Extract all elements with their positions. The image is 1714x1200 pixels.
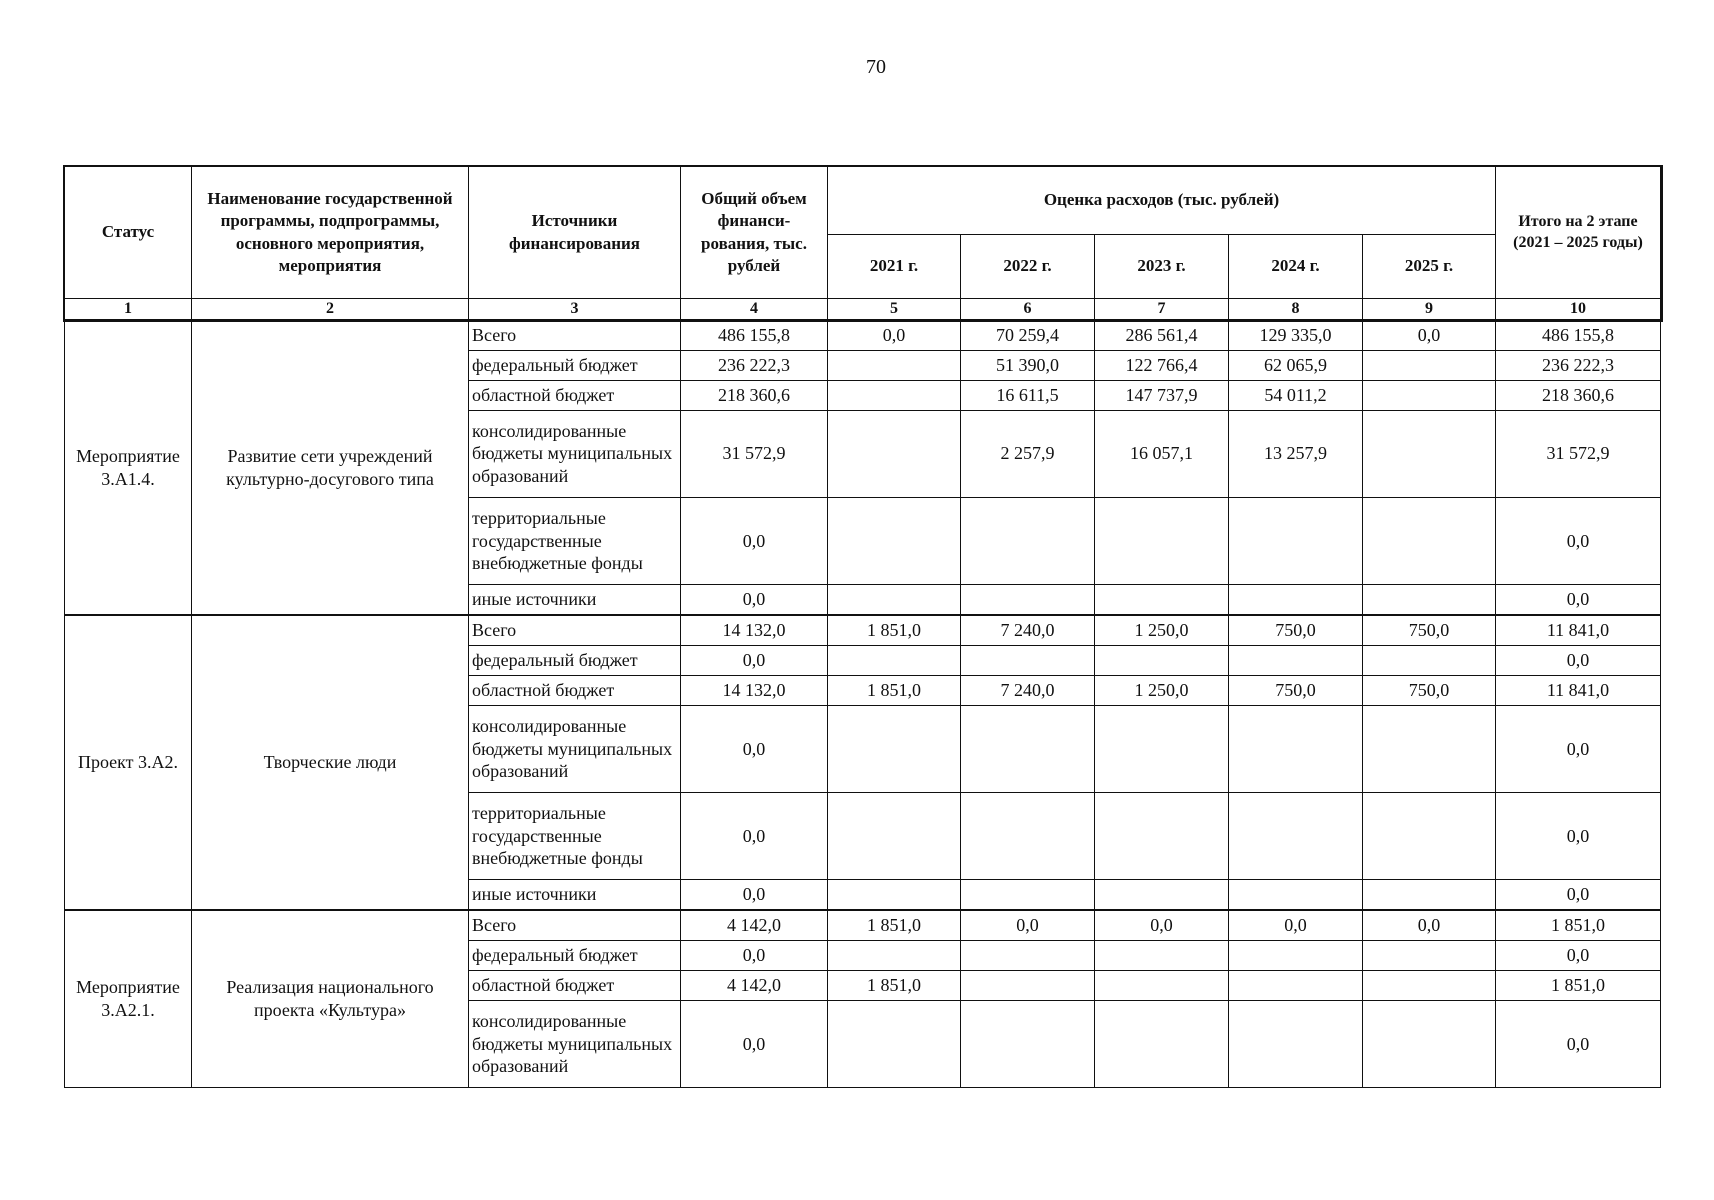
year-2023-cell bbox=[1095, 970, 1229, 1000]
total-cell: 4 142,0 bbox=[681, 910, 828, 941]
total-cell: 0,0 bbox=[681, 584, 828, 615]
source-cell: консолидированные бюджеты муниципальных образований bbox=[469, 410, 681, 497]
stage-total-cell: 0,0 bbox=[1496, 497, 1661, 584]
year-2024-cell bbox=[1229, 1000, 1363, 1087]
column-number: 9 bbox=[1363, 299, 1496, 321]
year-2023-cell: 1 250,0 bbox=[1095, 675, 1229, 705]
total-cell: 0,0 bbox=[681, 880, 828, 911]
year-2021-cell: 1 851,0 bbox=[828, 970, 961, 1000]
year-2025-cell bbox=[1363, 941, 1496, 971]
total-cell: 14 132,0 bbox=[681, 615, 828, 646]
column-number: 8 bbox=[1229, 299, 1363, 321]
year-2022-cell: 7 240,0 bbox=[961, 615, 1095, 646]
table-row bbox=[65, 910, 1661, 941]
status-cell: Мероприятие 3.А2.1. bbox=[65, 910, 192, 1087]
total-cell: 0,0 bbox=[681, 1000, 828, 1087]
year-2024-cell: 129 335,0 bbox=[1229, 320, 1363, 351]
year-2022-cell bbox=[961, 792, 1095, 879]
status-cell: Проект 3.А2. bbox=[65, 615, 192, 910]
group-block bbox=[65, 615, 1661, 910]
year-2021-cell bbox=[828, 880, 961, 911]
year-2023-cell: 147 737,9 bbox=[1095, 380, 1229, 410]
year-2022-cell bbox=[961, 646, 1095, 676]
year-2023-cell bbox=[1095, 1000, 1229, 1087]
table-row bbox=[65, 320, 1661, 351]
source-cell: областной бюджет bbox=[469, 675, 681, 705]
source-cell: Всего bbox=[469, 320, 681, 351]
header-status: Статус bbox=[65, 167, 192, 299]
status-cell: Мероприятие 3.А1.4. bbox=[65, 320, 192, 615]
stage-total-cell: 0,0 bbox=[1496, 646, 1661, 676]
total-cell: 218 360,6 bbox=[681, 380, 828, 410]
year-2022-cell: 16 611,5 bbox=[961, 380, 1095, 410]
year-2024-cell: 54 011,2 bbox=[1229, 380, 1363, 410]
source-cell: Всего bbox=[469, 615, 681, 646]
year-2023-cell: 16 057,1 bbox=[1095, 410, 1229, 497]
source-cell: территориальные государственные внебюджетные фонды bbox=[469, 497, 681, 584]
year-2022-cell: 2 257,9 bbox=[961, 410, 1095, 497]
year-2024-cell bbox=[1229, 497, 1363, 584]
year-2024-cell bbox=[1229, 880, 1363, 911]
year-2021-cell bbox=[828, 646, 961, 676]
year-2021-cell: 1 851,0 bbox=[828, 910, 961, 941]
header-year-2022: 2022 г. bbox=[961, 235, 1095, 299]
year-2025-cell bbox=[1363, 410, 1496, 497]
column-number: 1 bbox=[65, 299, 192, 321]
total-cell: 0,0 bbox=[681, 497, 828, 584]
column-numbers-row bbox=[65, 299, 1661, 321]
year-2025-cell bbox=[1363, 584, 1496, 615]
stage-total-cell: 0,0 bbox=[1496, 941, 1661, 971]
year-2025-cell bbox=[1363, 880, 1496, 911]
stage-total-cell: 236 222,3 bbox=[1496, 351, 1661, 381]
stage-total-cell: 0,0 bbox=[1496, 584, 1661, 615]
year-2022-cell: 51 390,0 bbox=[961, 351, 1095, 381]
year-2023-cell bbox=[1095, 705, 1229, 792]
source-cell: Всего bbox=[469, 910, 681, 941]
year-2023-cell bbox=[1095, 792, 1229, 879]
year-2024-cell bbox=[1229, 705, 1363, 792]
group-block bbox=[65, 320, 1661, 615]
year-2023-cell bbox=[1095, 646, 1229, 676]
source-cell: областной бюджет bbox=[469, 970, 681, 1000]
column-number: 10 bbox=[1496, 299, 1661, 321]
year-2025-cell: 0,0 bbox=[1363, 910, 1496, 941]
header-year-2025: 2025 г. bbox=[1363, 235, 1496, 299]
year-2022-cell bbox=[961, 1000, 1095, 1087]
stage-total-cell: 1 851,0 bbox=[1496, 910, 1661, 941]
year-2022-cell bbox=[961, 880, 1095, 911]
year-2023-cell: 0,0 bbox=[1095, 910, 1229, 941]
year-2021-cell: 1 851,0 bbox=[828, 615, 961, 646]
year-2021-cell bbox=[828, 941, 961, 971]
stage-total-cell: 0,0 bbox=[1496, 792, 1661, 879]
header-year-2021: 2021 г. bbox=[828, 235, 961, 299]
year-2023-cell bbox=[1095, 941, 1229, 971]
header-total-stage: Итого на 2 этапе (2021 – 2025 годы) bbox=[1496, 167, 1661, 299]
stage-total-cell: 1 851,0 bbox=[1496, 970, 1661, 1000]
year-2024-cell: 750,0 bbox=[1229, 615, 1363, 646]
column-number: 3 bbox=[469, 299, 681, 321]
budget-table bbox=[64, 166, 1661, 1088]
year-2022-cell bbox=[961, 497, 1095, 584]
year-2024-cell bbox=[1229, 792, 1363, 879]
header-name: Наименование государственной программы, подпрограммы, основного мероприятия, мероприятия bbox=[192, 167, 469, 299]
year-2021-cell bbox=[828, 705, 961, 792]
column-number: 2 bbox=[192, 299, 469, 321]
name-cell: Творческие люди bbox=[192, 615, 469, 910]
year-2024-cell: 0,0 bbox=[1229, 910, 1363, 941]
header-total-volume: Общий объем финанси-рования, тыс. рублей bbox=[681, 167, 828, 299]
column-number: 4 bbox=[681, 299, 828, 321]
year-2025-cell bbox=[1363, 1000, 1496, 1087]
total-cell: 4 142,0 bbox=[681, 970, 828, 1000]
year-2023-cell: 122 766,4 bbox=[1095, 351, 1229, 381]
header-sources: Источники финансирования bbox=[469, 167, 681, 299]
source-cell: областной бюджет bbox=[469, 380, 681, 410]
year-2025-cell bbox=[1363, 380, 1496, 410]
year-2025-cell: 750,0 bbox=[1363, 615, 1496, 646]
total-cell: 486 155,8 bbox=[681, 320, 828, 351]
stage-total-cell: 0,0 bbox=[1496, 1000, 1661, 1087]
total-cell: 14 132,0 bbox=[681, 675, 828, 705]
year-2021-cell bbox=[828, 792, 961, 879]
year-2023-cell: 286 561,4 bbox=[1095, 320, 1229, 351]
year-2024-cell bbox=[1229, 970, 1363, 1000]
year-2025-cell: 0,0 bbox=[1363, 320, 1496, 351]
year-2024-cell: 62 065,9 bbox=[1229, 351, 1363, 381]
year-2021-cell bbox=[828, 584, 961, 615]
source-cell: федеральный бюджет bbox=[469, 351, 681, 381]
name-cell: Развитие сети учреждений культурно-досугового типа bbox=[192, 320, 469, 615]
year-2024-cell bbox=[1229, 584, 1363, 615]
year-2022-cell bbox=[961, 970, 1095, 1000]
year-2022-cell bbox=[961, 941, 1095, 971]
total-cell: 0,0 bbox=[681, 792, 828, 879]
total-cell: 236 222,3 bbox=[681, 351, 828, 381]
header-estimate: Оценка расходов (тыс. рублей) bbox=[828, 167, 1496, 235]
year-2023-cell bbox=[1095, 880, 1229, 911]
year-2021-cell bbox=[828, 1000, 961, 1087]
year-2022-cell: 70 259,4 bbox=[961, 320, 1095, 351]
stage-total-cell: 11 841,0 bbox=[1496, 615, 1661, 646]
stage-total-cell: 0,0 bbox=[1496, 880, 1661, 911]
year-2025-cell bbox=[1363, 351, 1496, 381]
total-cell: 0,0 bbox=[681, 941, 828, 971]
source-cell: территориальные государственные внебюджетные фонды bbox=[469, 792, 681, 879]
total-cell: 0,0 bbox=[681, 705, 828, 792]
stage-total-cell: 218 360,6 bbox=[1496, 380, 1661, 410]
year-2021-cell bbox=[828, 410, 961, 497]
year-2021-cell bbox=[828, 351, 961, 381]
year-2024-cell: 13 257,9 bbox=[1229, 410, 1363, 497]
stage-total-cell: 11 841,0 bbox=[1496, 675, 1661, 705]
page-number: 70 bbox=[866, 56, 886, 78]
table-row bbox=[65, 615, 1661, 646]
group-block bbox=[65, 910, 1661, 1087]
year-2022-cell bbox=[961, 584, 1095, 615]
total-cell: 0,0 bbox=[681, 646, 828, 676]
year-2025-cell bbox=[1363, 792, 1496, 879]
year-2022-cell: 7 240,0 bbox=[961, 675, 1095, 705]
year-2025-cell bbox=[1363, 970, 1496, 1000]
year-2024-cell bbox=[1229, 646, 1363, 676]
source-cell: иные источники bbox=[469, 880, 681, 911]
year-2025-cell bbox=[1363, 646, 1496, 676]
header-year-2024: 2024 г. bbox=[1229, 235, 1363, 299]
stage-total-cell: 31 572,9 bbox=[1496, 410, 1661, 497]
year-2021-cell: 1 851,0 bbox=[828, 675, 961, 705]
year-2021-cell bbox=[828, 497, 961, 584]
stage-total-cell: 486 155,8 bbox=[1496, 320, 1661, 351]
year-2024-cell: 750,0 bbox=[1229, 675, 1363, 705]
year-2025-cell bbox=[1363, 705, 1496, 792]
column-number: 7 bbox=[1095, 299, 1229, 321]
year-2022-cell bbox=[961, 705, 1095, 792]
stage-total-cell: 0,0 bbox=[1496, 705, 1661, 792]
year-2023-cell bbox=[1095, 584, 1229, 615]
year-2022-cell: 0,0 bbox=[961, 910, 1095, 941]
year-2021-cell: 0,0 bbox=[828, 320, 961, 351]
year-2025-cell bbox=[1363, 497, 1496, 584]
column-number: 6 bbox=[961, 299, 1095, 321]
name-cell: Реализация национального проекта «Культура» bbox=[192, 910, 469, 1087]
source-cell: консолидированные бюджеты муниципальных образований bbox=[469, 705, 681, 792]
header-year-2023: 2023 г. bbox=[1095, 235, 1229, 299]
total-cell: 31 572,9 bbox=[681, 410, 828, 497]
year-2021-cell bbox=[828, 380, 961, 410]
source-cell: иные источники bbox=[469, 584, 681, 615]
year-2023-cell bbox=[1095, 497, 1229, 584]
year-2025-cell: 750,0 bbox=[1363, 675, 1496, 705]
source-cell: федеральный бюджет bbox=[469, 941, 681, 971]
source-cell: консолидированные бюджеты муниципальных образований bbox=[469, 1000, 681, 1087]
year-2024-cell bbox=[1229, 941, 1363, 971]
year-2023-cell: 1 250,0 bbox=[1095, 615, 1229, 646]
source-cell: федеральный бюджет bbox=[469, 646, 681, 676]
column-number: 5 bbox=[828, 299, 961, 321]
